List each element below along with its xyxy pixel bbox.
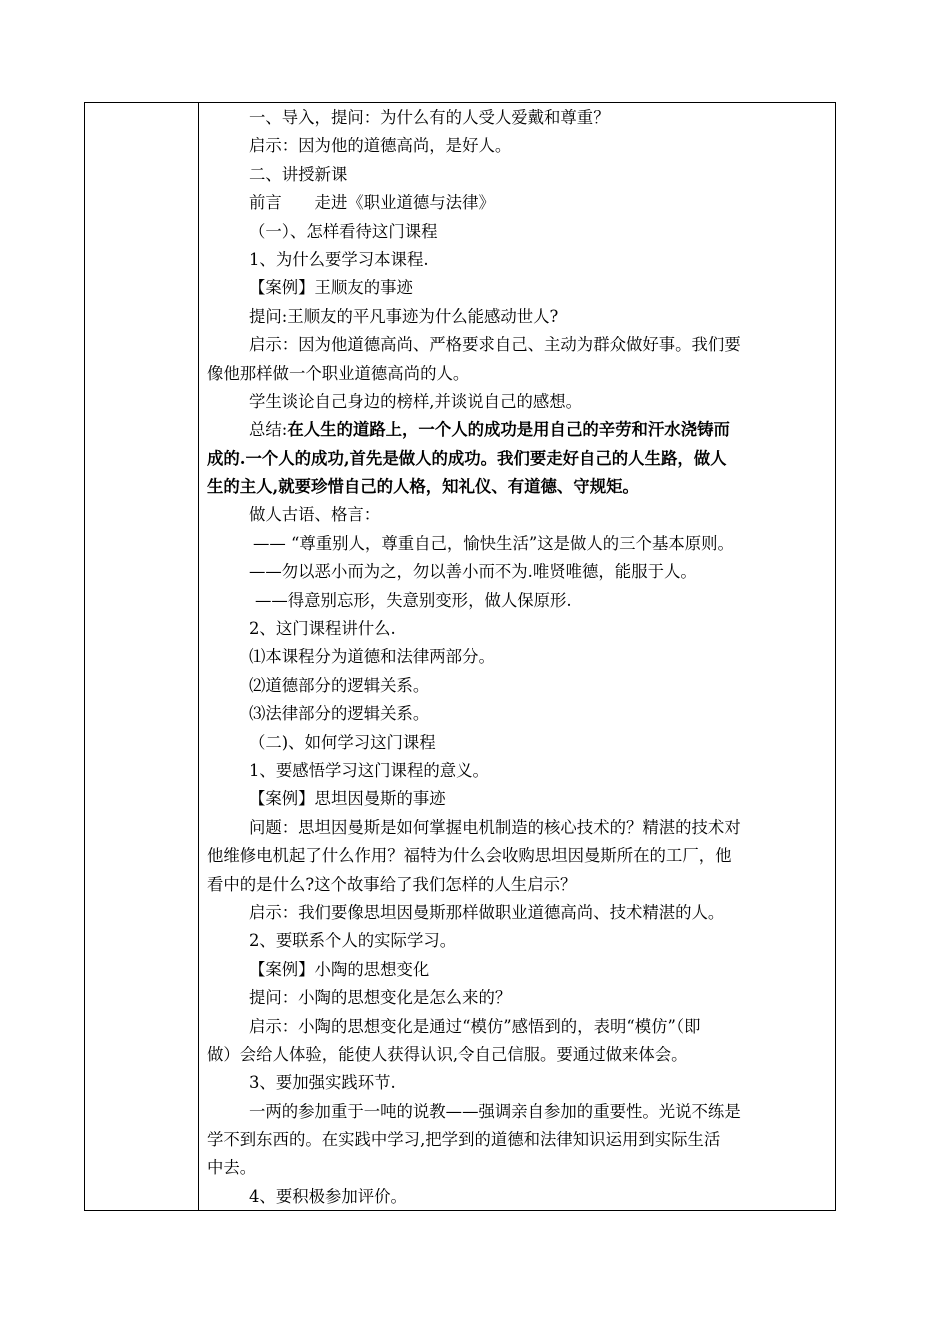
text-line: 像他那样做一个职业道德高尚的人。 — [207, 363, 470, 383]
text-line: ——勿以恶小而为之，勿以善小而不为.唯贤唯德，能服于人。 — [249, 562, 697, 582]
text-line: ⑶法律部分的逻辑关系。 — [249, 704, 430, 724]
text-line: ⑴本课程分为道德和法律两部分。 — [249, 647, 495, 667]
text-line: 学生谈论自己身边的榜样,并谈说自己的感想。 — [249, 391, 583, 411]
left-column-cell — [85, 103, 199, 1210]
text-line: 1、要感悟学习这门课程的意义。 — [249, 760, 489, 780]
lesson-table — [84, 102, 836, 1211]
text-line: 看中的是什么?这个故事给了我们怎样的人生启示？ — [207, 874, 577, 894]
text-line: （一）、怎样看待这门课程 — [249, 221, 438, 241]
summary-bold-text: 在人生的道路上，一个人的成功是用自己的辛劳和汗水浇铸而 — [287, 420, 730, 440]
text-line: 提问：小陶的思想变化是怎么来的？ — [249, 988, 512, 1008]
text-line: 二、讲授新课 — [249, 164, 348, 184]
text-line: 2、这门课程讲什么. — [249, 619, 396, 639]
text-line: —— “尊重别人，尊重自己，愉快生活”这是做人的三个基本原则。 — [253, 533, 734, 553]
text-line: 做）会给人体验，能使人获得认识,令自己信服。要通过做来体会。 — [207, 1044, 688, 1064]
summary-line — [207, 416, 829, 444]
content-cell — [207, 104, 829, 1211]
text-line: 【案例】王顺友的事迹 — [249, 278, 413, 298]
text-line: 一两的参加重于一吨的说教——强调亲自参加的重要性。光说不练是 — [249, 1101, 741, 1121]
text-line: 启示：我们要像思坦因曼斯那样做职业道德高尚、技术精湛的人。 — [249, 902, 725, 922]
text-line: 提问:王顺友的平凡事迹为什么能感动世人? — [249, 306, 559, 326]
text-line: 前言 走进《职业道德与法律》 — [249, 193, 495, 213]
text-line: 启示：小陶的思想变化是通过“模仿”感悟到的，表明“模仿”（即 — [249, 1016, 701, 1036]
text-line: ——得意别忘形，失意别变形，做人保原形. — [255, 590, 572, 610]
text-line: 2、要联系个人的实际学习。 — [249, 931, 457, 951]
summary-line — [207, 445, 829, 473]
summary-bold-text: 生的主人,就要珍惜自己的人格，知礼仪、有道德、守规矩。 — [207, 477, 639, 497]
text-line: ⑵道德部分的逻辑关系。 — [249, 675, 430, 695]
text-line: 问题：思坦因曼斯是如何掌握电机制造的核心技术的？精湛的技术对 — [249, 817, 741, 837]
text-line: 3、要加强实践环节. — [249, 1073, 396, 1093]
summary-bold-text: 成的.一个人的成功,首先是做人的成功。我们要走好自己的人生路，做人 — [207, 448, 727, 468]
text-line: 中去。 — [207, 1158, 257, 1178]
text-line: 他维修电机起了什么作用？福特为什么会收购思坦因曼斯所在的工厂，他 — [207, 846, 732, 866]
text-line: 一、导入，提问：为什么有的人受人爱戴和尊重？ — [249, 108, 610, 127]
summary-label: 总结: — [249, 420, 288, 440]
text-line: 启示：因为他的道德高尚，是好人。 — [249, 136, 512, 156]
text-line: 【案例】思坦因曼斯的事迹 — [249, 789, 446, 809]
summary-line — [207, 473, 829, 501]
text-line: （二)、如何学习这门课程 — [249, 732, 436, 752]
text-line: 【案例】小陶的思想变化 — [249, 959, 430, 979]
text-line: 1、为什么要学习本课程. — [249, 249, 429, 269]
text-line: 4、要积极参加评价。 — [249, 1186, 407, 1206]
text-line: 启示：因为他道德高尚、严格要求自己、主动为群众做好事。我们要 — [249, 335, 741, 355]
text-line: 学不到东西的。在实践中学习,把学到的道德和法律知识运用到实际生活 — [207, 1130, 721, 1150]
text-line: 做人古语、格言： — [249, 505, 381, 525]
